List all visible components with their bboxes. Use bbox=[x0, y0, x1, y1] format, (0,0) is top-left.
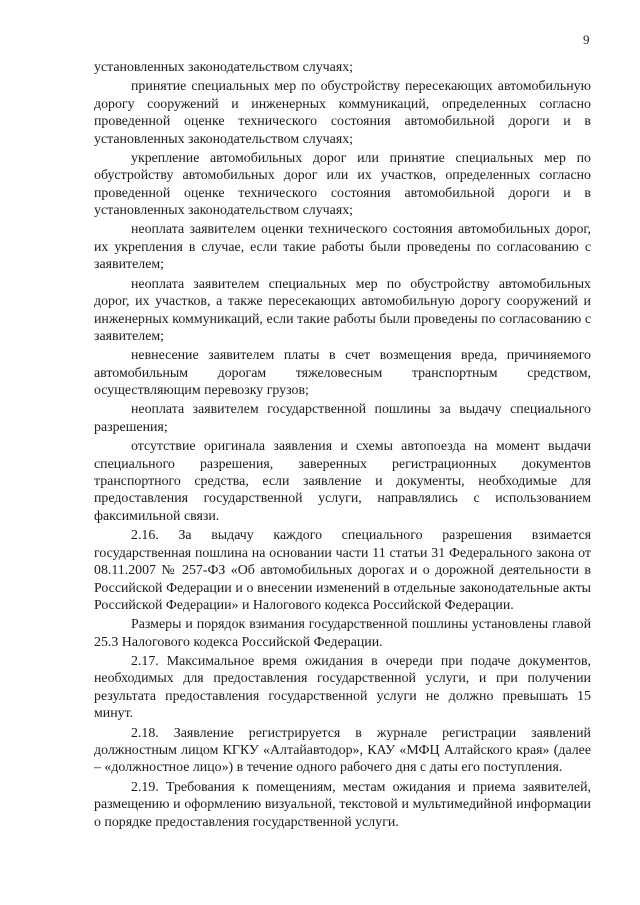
paragraph-2-16: 2.16. За выдачу каждого специального разрешения взимается государственная пошлина на основании части 11 статьи 31 Федерального закона от 08.11.2007 № 257-ФЗ «Об автомобильных дорогах и о дорожной деятельности в Российской Федерации и о внесении изменений в отдельные законодательные акты Российской Федерации» и Налогового кодекса Российской Федерации. bbox=[94, 528, 591, 613]
page-number: 9 bbox=[583, 32, 590, 47]
document-body bbox=[94, 59, 591, 833]
paragraph-2-17: 2.17. Максимальное время ожидания в очереди при подаче документов, необходимых для предоставления государственной услуги, и при получении результата предоставления государственной услуги не должно превышать 15 минут. bbox=[94, 653, 591, 722]
paragraph-continuation: установленных законодательством случаях; bbox=[94, 60, 354, 75]
paragraph-duty-amounts: Размеры и порядок взимания государственной пошлины установлены главой 25.3 Налогового кодекса Российской Федерации. bbox=[94, 617, 591, 650]
paragraph-damage-compensation: невнесение заявителем платы в счет возмещения вреда, причиняемого автомобильным дорогам тяжеловесным транспортным средством, осуществляющим перевозку грузов; bbox=[94, 348, 591, 399]
paragraph-special-measures-crossings: принятие специальных мер по обустройству пересекающих автомобильную дорогу сооружений и инженерных коммуникаций, определенных согласно проведенной оценке технического состояния автомобильной дороги и в установленных законодательством случаях; bbox=[94, 79, 591, 147]
paragraph-state-duty-nonpayment: неоплата заявителем государственной пошлины за выдачу специального разрешения; bbox=[94, 402, 591, 435]
paragraph-road-strengthening: укрепление автомобильных дорог или принятие специальных мер по обустройству автомобильных дорог или их участков, определенных согласно проведенной оценке технического состояния автомобильной дороги и в установленных законодательством случаях; bbox=[94, 150, 591, 219]
paragraph-2-18: 2.18. Заявление регистрируется в журнале регистрации заявлений должностным лицом КГКУ «Алтайавтодор», КАУ «МФЦ Алтайского края» (далее – «должностное лицо») в течение одного рабочего дня с даты его поступления. bbox=[94, 725, 591, 776]
paragraph-nonpayment-special-measures: неоплата заявителем специальных мер по обустройству автомобильных дорог, их участков, а также пересекающих автомобильную дорогу сооружений и инженерных коммуникаций, если такие работы были проведены по согласованию с заявителем; bbox=[94, 276, 591, 344]
paragraph-missing-originals: отсутствие оригинала заявления и схемы автопоезда на момент выдачи специального разрешения, заверенных регистрационных документов транспортного средства, если заявление и документы, необходимые для предоставления государственной услуги, направлялись с использованием факсимильной связи. bbox=[94, 439, 591, 524]
paragraph-nonpayment-assessment: неоплата заявителем оценки технического состояния автомобильных дорог, их укрепления в случае, если такие работы были проведены по согласованию с заявителем; bbox=[94, 222, 591, 273]
paragraph-2-19: 2.19. Требования к помещениям, местам ожидания и приема заявителей, размещению и оформлению визуальной, текстовой и мультимедийной информации о порядке предоставления государственной услуги. bbox=[94, 779, 591, 830]
